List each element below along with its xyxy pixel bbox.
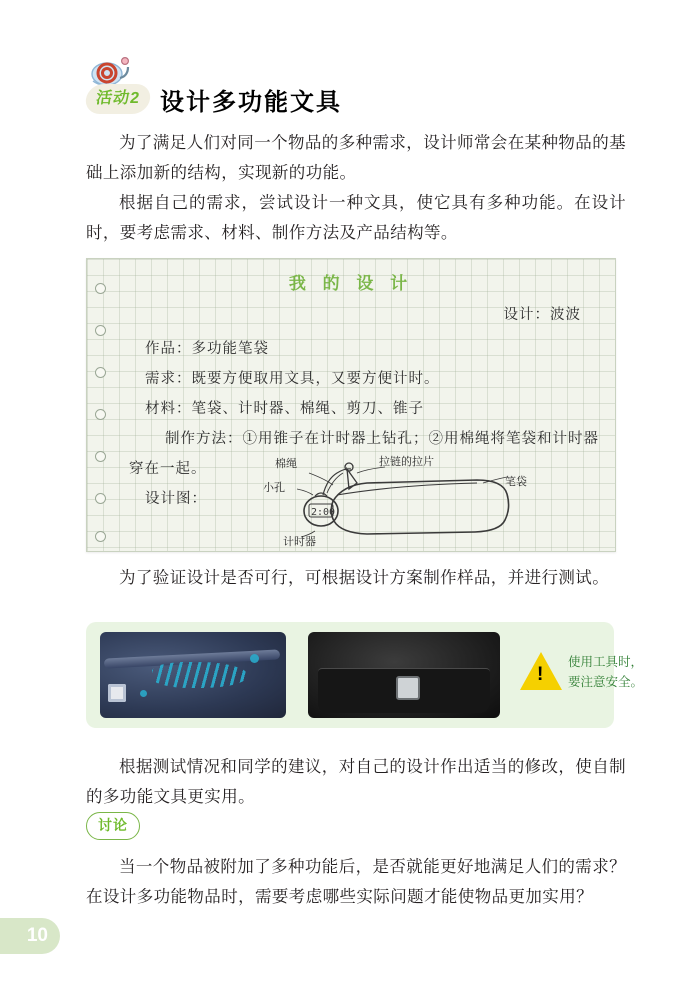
sample-photo-strip	[86, 622, 644, 728]
page-number-tab	[0, 918, 60, 954]
photo-pencil-case-blue	[100, 632, 286, 718]
fish-pattern	[152, 662, 248, 688]
notebook-line-method-cont: 穿在一起。	[129, 461, 207, 477]
sketch-label-zipper-pull: 拉链的拉片	[379, 456, 434, 468]
pattern-dot	[250, 654, 259, 663]
sketch-label-pencil-case: 笔袋	[505, 476, 527, 488]
safety-warning-text	[568, 652, 643, 692]
warning-triangle-icon	[520, 652, 562, 690]
attached-timer	[396, 676, 420, 700]
paragraph-4: 根据测试情况和同学的建议，对自己的设计作出适当的修改，使自制的多功能文具更实用。	[86, 757, 626, 806]
notebook-line-drawing-label: 设计图：	[145, 491, 207, 507]
ring-hole	[95, 531, 106, 542]
notebook-spiral-rings	[87, 259, 113, 551]
sketch-label-small-hole: 小孔	[263, 482, 285, 494]
attached-timer	[108, 684, 126, 702]
svg-text:2:00: 2:00	[311, 507, 336, 518]
notebook-designer: 设计：波波	[503, 307, 581, 323]
notebook-line-product: 作品：多功能笔袋	[145, 341, 269, 357]
safety-warning-line-1: 使用工具时，	[568, 655, 644, 669]
sketch-label-cotton-rope: 棉绳	[275, 458, 297, 470]
ring-hole	[95, 325, 106, 336]
safety-warning	[520, 648, 644, 702]
page-number: 10	[26, 925, 48, 946]
safety-warning-line-2: 要注意安全。	[568, 675, 644, 689]
activity-title: 设计多功能文具	[160, 89, 342, 116]
notebook-line-method: 制作方法：①用锥子在计时器上钻孔；②用棉绳将笔袋和计时器	[165, 431, 599, 447]
activity-header	[86, 48, 626, 116]
design-sketch	[237, 455, 585, 547]
paragraph-2: 根据自己的需求，尝试设计一种文具，使它具有多种功能。在设计时，要考虑需求、材料、制作方法及产品结构等。	[86, 193, 626, 242]
ring-hole	[95, 367, 106, 378]
notebook-title: 我 的 设 计	[288, 274, 414, 293]
pattern-dot	[140, 690, 147, 697]
ring-hole	[95, 451, 106, 462]
ring-hole	[95, 493, 106, 504]
paragraph-1: 为了满足人们对同一个物品的多种需求，设计师常会在某种物品的基础上添加新的结构，实现新的功能。	[86, 133, 626, 182]
photo-pencil-case-black	[308, 632, 500, 718]
activity-badge: 活动2	[84, 84, 152, 114]
notebook-line-materials: 材料：笔袋、计时器、棉绳、剪刀、锥子	[145, 401, 424, 417]
notebook-line-need: 需求：既要方便取用文具，又要方便计时。	[145, 371, 440, 387]
discuss-badge: 讨论	[86, 812, 140, 840]
ring-hole	[95, 409, 106, 420]
design-notebook-card	[86, 258, 616, 552]
paragraph-3: 为了验证设计是否可行，可根据设计方案制作样品，并进行测试。	[119, 568, 610, 587]
sketch-label-timer: 计时器	[283, 536, 316, 548]
paragraph-5: 当一个物品被附加了多种功能后，是否就能更好地满足人们的需求？在设计多功能物品时，需要考虑哪些实际问题才能使物品更加实用？	[86, 857, 626, 906]
